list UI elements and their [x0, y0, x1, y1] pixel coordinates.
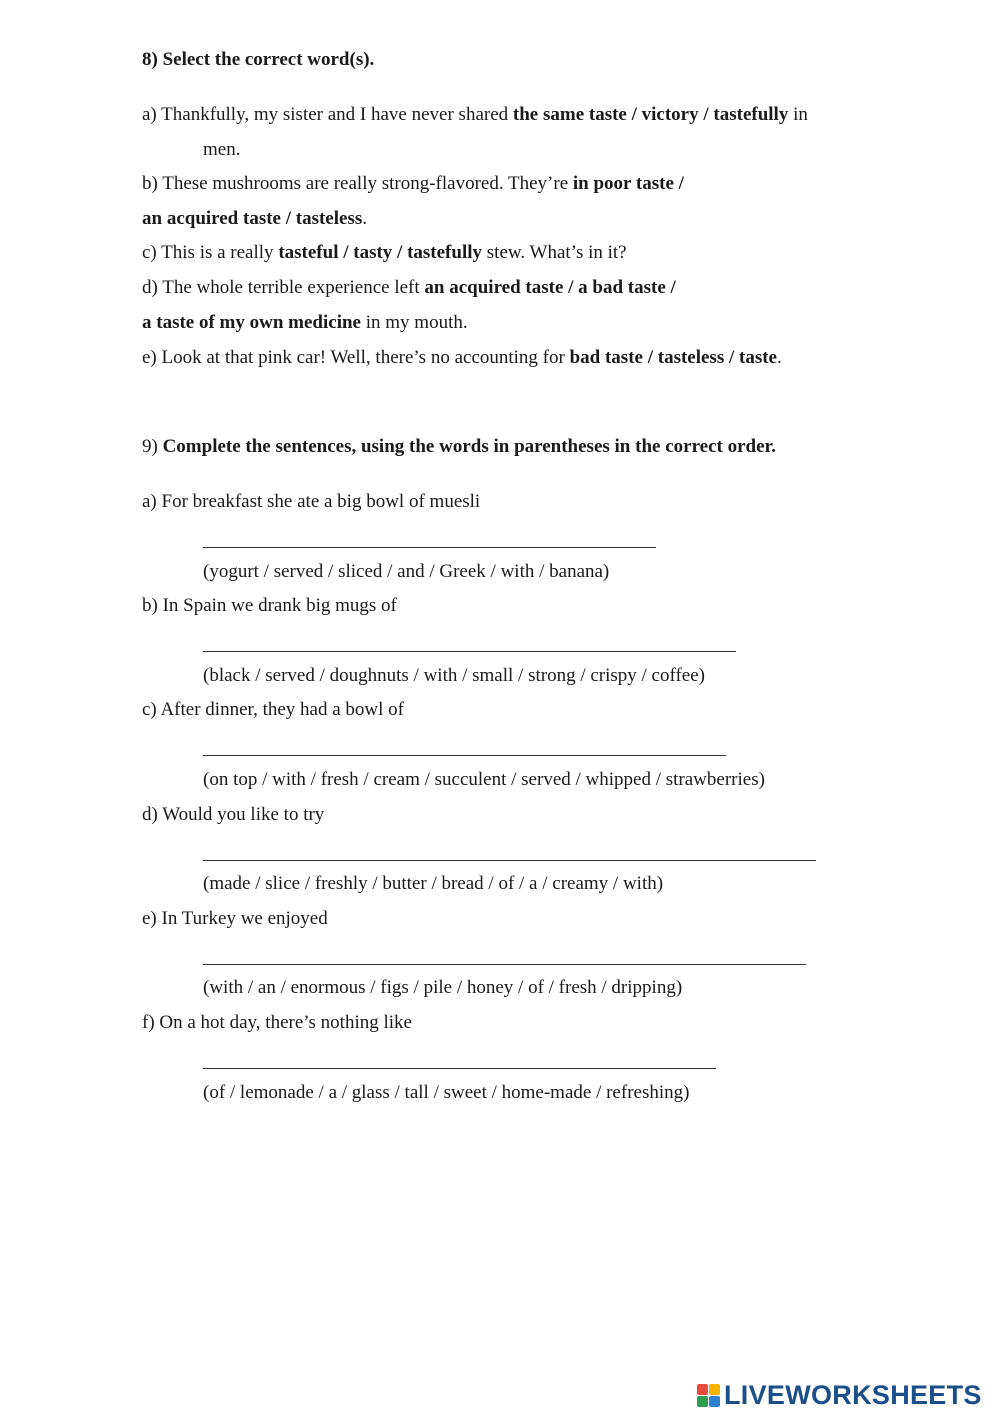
q8-c-options[interactable]: tasteful / tasty / tastefully — [278, 242, 483, 263]
logo-square-blue — [709, 1396, 720, 1407]
q9-answer-blank-d[interactable] — [203, 860, 816, 861]
q8-item-e: e) Look at that pink car! Well, there’s no accounting for bad taste / tasteless / taste. — [142, 347, 782, 368]
q8-item-d: d) The whole terrible experience left an acquired taste / a bad taste / — [142, 277, 676, 298]
q9-answer-blank-a[interactable] — [203, 547, 656, 548]
q9-prompt-c: c) After dinner, they had a bowl of — [142, 699, 404, 720]
q8-item-b-cont: an acquired taste / tasteless. — [142, 208, 367, 229]
liveworksheets-logo — [697, 1378, 982, 1412]
q8-item-b: b) These mushrooms are really strong-flavored. They’re in poor taste / — [142, 173, 684, 194]
logo-square-red — [697, 1384, 708, 1395]
q9-prompt-d: d) Would you like to try — [142, 804, 325, 825]
q8-a-options[interactable]: the same taste / victory / tastefully — [512, 104, 789, 125]
q8-item-a-cont: men. — [203, 139, 241, 160]
liveworksheets-logo-icon — [697, 1384, 720, 1407]
q9-heading: 9) Complete the sentences, using the words in parentheses in the correct order. — [142, 436, 776, 457]
q9-answer-blank-c[interactable] — [203, 755, 726, 756]
q8-b-options[interactable]: in poor taste / — [572, 173, 684, 194]
logo-square-yellow — [709, 1384, 720, 1395]
q9-answer-blank-b[interactable] — [203, 651, 736, 652]
q9-answer-blank-f[interactable] — [203, 1068, 716, 1069]
q9-words-f: (of / lemonade / a / glass / tall / sweet / home-made / refreshing) — [203, 1082, 690, 1103]
q9-prompt-e: e) In Turkey we enjoyed — [142, 908, 328, 929]
q9-prompt-f: f) On a hot day, there’s nothing like — [142, 1012, 412, 1033]
q8-b-options-2[interactable]: an acquired taste / tasteless — [142, 208, 363, 229]
q9-prompt-a: a) For breakfast she ate a big bowl of muesli — [142, 491, 481, 512]
q9-words-c: (on top / with / fresh / cream / succulent / served / whipped / strawberries) — [203, 769, 765, 790]
q8-heading: 8) Select the correct word(s). — [142, 49, 375, 70]
q8-d-options-2[interactable]: a taste of my own medicine — [142, 312, 361, 333]
liveworksheets-brand-text: LIVEWORKSHEETS — [724, 1379, 982, 1410]
q8-d-options[interactable]: an acquired taste / a bad taste / — [424, 277, 676, 298]
q9-words-e: (with / an / enormous / figs / pile / honey / of / fresh / dripping) — [203, 977, 683, 998]
q9-words-a: (yogurt / served / sliced / and / Greek / with / banana) — [203, 561, 610, 582]
q9-answer-blank-e[interactable] — [203, 964, 806, 965]
q9-words-b: (black / served / doughnuts / with / small / strong / crispy / coffee) — [203, 665, 705, 686]
q8-item-a: a) Thankfully, my sister and I have never shared the same taste / victory / tastefully in — [142, 104, 808, 125]
q9-prompt-b: b) In Spain we drank big mugs of — [142, 595, 397, 616]
q8-e-options[interactable]: bad taste / tasteless / taste — [569, 347, 777, 368]
q8-item-d-cont: a taste of my own medicine in my mouth. — [142, 312, 468, 333]
logo-square-green — [697, 1396, 708, 1407]
q9-words-d: (made / slice / freshly / butter / bread / of / a / creamy / with) — [203, 873, 664, 894]
q8-item-c: c) This is a really tasteful / tasty / tastefully stew. What’s in it? — [142, 242, 627, 263]
